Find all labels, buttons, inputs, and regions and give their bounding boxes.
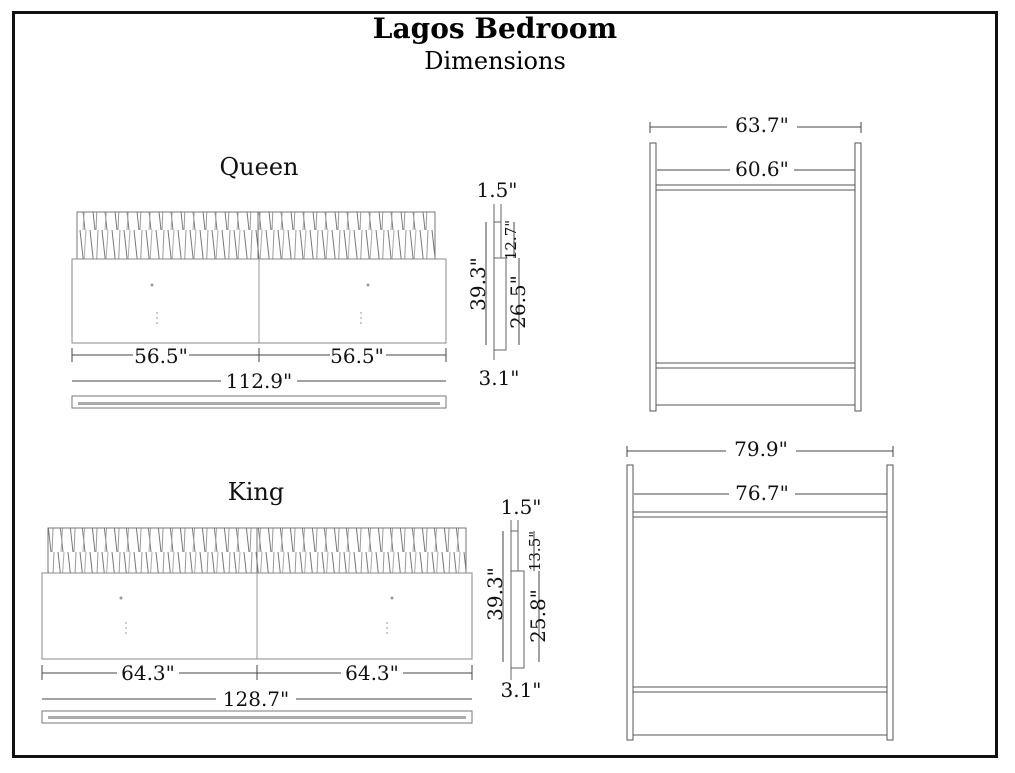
queen-side-total-height: 39.3" xyxy=(466,257,490,311)
queen-plan-view xyxy=(650,113,861,411)
page-subtitle: Dimensions xyxy=(424,47,566,75)
king-plan-right-rail xyxy=(887,465,893,740)
queen-total-width: 112.9" xyxy=(225,369,293,393)
queen-side-top-dim: 1.5" xyxy=(476,178,518,202)
king-plan-view xyxy=(627,437,893,740)
king-plan-left-rail xyxy=(627,465,633,740)
queen-plan-outer-width: 63.7" xyxy=(735,113,789,137)
queen-side-view xyxy=(466,178,530,390)
king-side-top-dim: 1.5" xyxy=(500,495,542,519)
queen-headboard-slats xyxy=(77,212,435,259)
king-front-view xyxy=(42,478,472,723)
queen-plan-head-rail xyxy=(656,185,855,190)
queen-plan-inner-width: 60.6" xyxy=(735,157,789,181)
king-side-bottom-dim: 3.1" xyxy=(500,678,542,702)
queen-light-right xyxy=(367,284,370,287)
king-half-width-right: 64.3" xyxy=(345,661,399,685)
queen-plan-right-rail xyxy=(855,143,861,411)
queen-plan-left-rail xyxy=(650,143,656,411)
page-title: Lagos Bedroom xyxy=(372,12,618,45)
king-plan-inner-width: 76.7" xyxy=(735,481,789,505)
queen-front-view xyxy=(72,153,446,408)
king-plan-outer-width: 79.9" xyxy=(734,437,788,461)
king-total-width: 128.7" xyxy=(222,687,290,711)
king-label: King xyxy=(227,478,285,506)
king-side-total-height: 39.3" xyxy=(483,567,507,621)
king-side-view xyxy=(483,495,550,702)
queen-light-left xyxy=(151,284,154,287)
queen-side-headboard-dim: 12.7" xyxy=(502,219,520,261)
queen-side-bottom-dim: 3.1" xyxy=(478,366,520,390)
king-plan-head-rail xyxy=(633,512,887,517)
king-light-right xyxy=(391,597,394,600)
king-side-panel-height: 25.8" xyxy=(526,589,550,643)
king-plan-foot-rail xyxy=(633,687,887,692)
king-base-light xyxy=(48,716,466,719)
queen-base-light xyxy=(78,402,440,405)
king-light-left xyxy=(120,597,123,600)
king-side-headboard-dim: 13.5" xyxy=(526,530,544,572)
queen-half-width-left: 56.5" xyxy=(134,344,188,368)
queen-side-panel-height: 26.5" xyxy=(506,275,530,329)
king-half-width-left: 64.3" xyxy=(121,661,175,685)
queen-label: Queen xyxy=(219,153,299,181)
queen-plan-foot-rail xyxy=(656,363,855,368)
queen-half-width-right: 56.5" xyxy=(330,344,384,368)
